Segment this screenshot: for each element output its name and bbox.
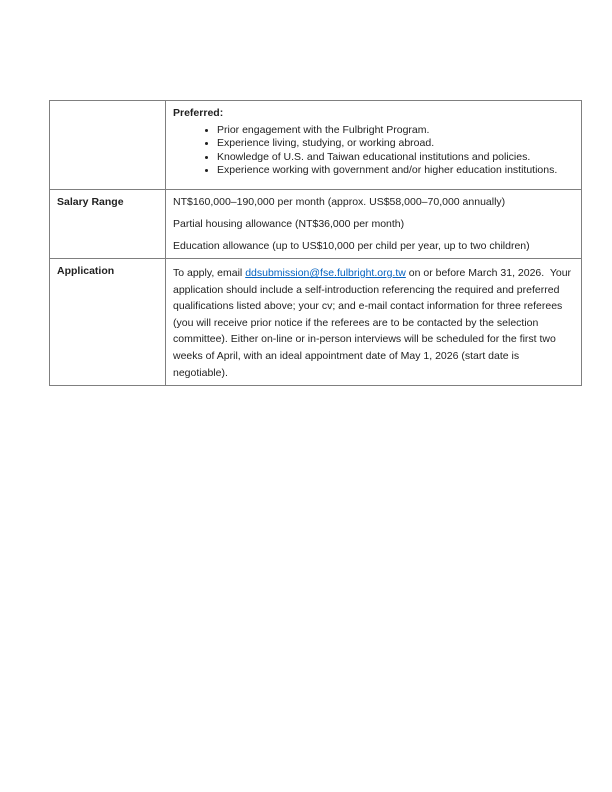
application-text-after-link: on or before March 31, 2026. Your application should include a self-introduction referencing the required and preferred qualifications listed above; your cv; and e-mail contact information for three referees (you will receive prior notice if the referees are to be contacted by the selection committee). Either on-line or in-person interviews will be scheduled for the first two weeks of April, with an ideal appointment date of May 1, 2026 (start date is negotiable). [173,267,574,379]
job-info-table [49,100,582,386]
preferred-bullet-list [173,124,573,177]
application-text-before-link: To apply, email [173,267,246,279]
bullet-item: • Experience working with government and/or higher education institutions. [217,164,573,177]
salary-content-cell [166,190,582,259]
salary-line: NT$160,000–190,000 per month (approx. US$58,000–70,000 annually) [173,196,506,208]
salary-line: Education allowance (up to US$10,000 per child per year, up to two children) [173,240,530,252]
bullet-item: • Prior engagement with the Fulbright Program. [217,124,573,137]
preferred-content-cell [166,101,582,190]
bullet-item: • Experience living, studying, or working abroad. [217,137,573,150]
row-label-cell-empty [50,101,166,190]
preferred-heading: Preferred: [173,107,224,119]
salary-range-label: Salary Range [50,190,166,259]
table-row [50,101,582,190]
email-link[interactable]: ddsubmission@fse.fulbright.org.tw [245,267,406,279]
bullet-item: • Knowledge of U.S. and Taiwan educational institutions and policies. [217,151,573,164]
table-row [50,259,582,386]
application-content-cell [166,259,582,386]
application-label: Application [50,259,166,386]
application-paragraph [173,265,573,381]
salary-line: Partial housing allowance (NT$36,000 per month) [173,218,405,230]
table-row [50,190,582,259]
